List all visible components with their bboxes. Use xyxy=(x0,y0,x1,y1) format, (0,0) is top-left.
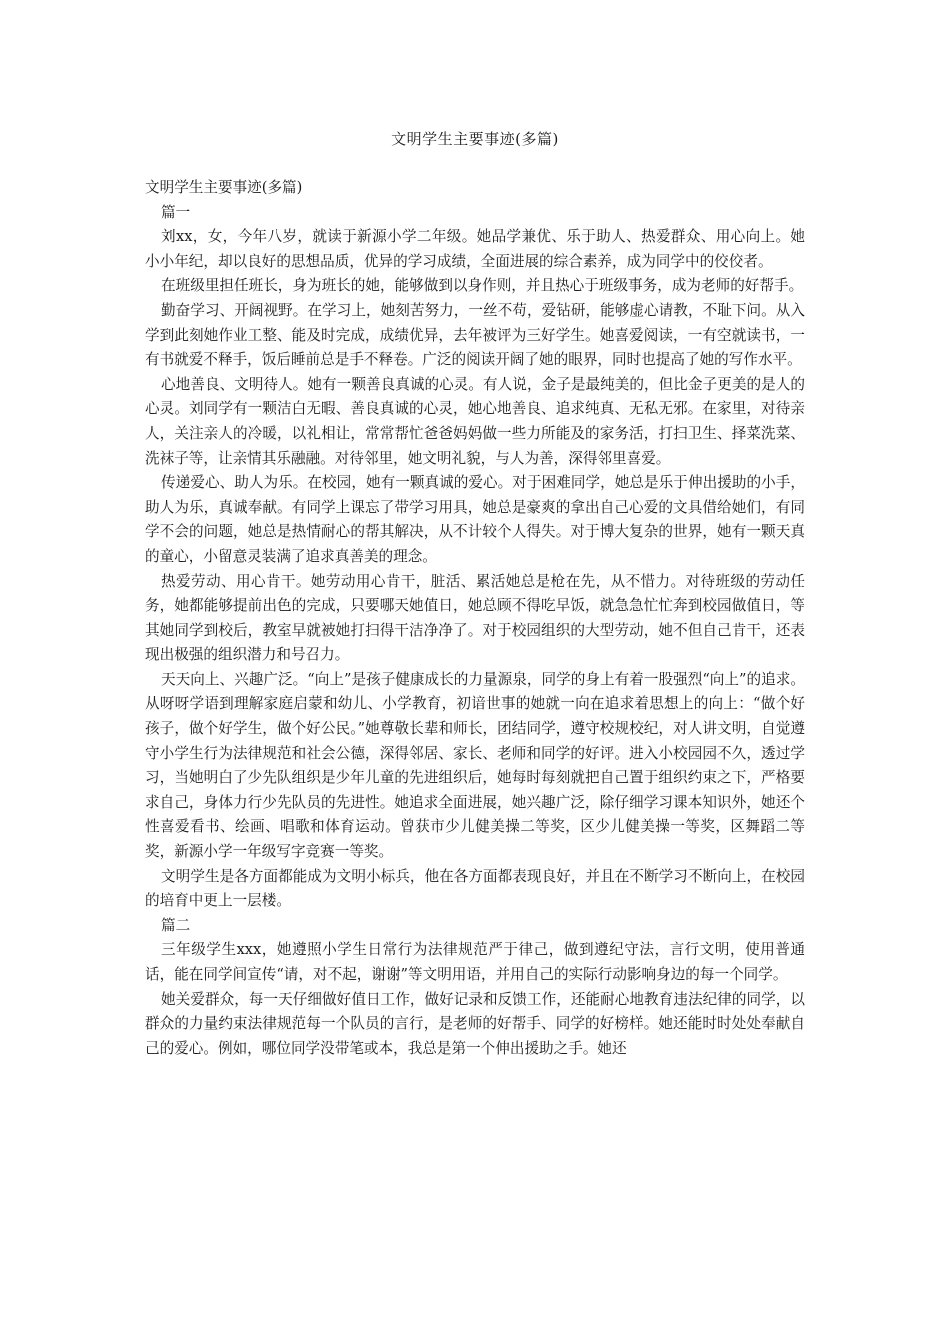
paragraph: 传递爱心、助人为乐。在校园，她有一颗真诚的爱心。对于困难同学，她总是乐于伸出援助的小手，助人为乐，真诚奉献。有同学上课忘了带学习用具，她总是豪爽的拿出自己心爱的文具借给她们，有同学不会的问题，她总是热情耐心的帮其解决，从不计较个人得失。对于博大复杂的世界，她有一颗天真的童心，小留意灵装满了追求真善美的理念。 xyxy=(145,474,805,565)
paragraph: 在班级里担任班长，身为班长的她，能够做到以身作则，并且热心于班级事务，成为老师的好帮手。 xyxy=(161,277,804,295)
paragraph: 三年级学生xxx，她遵照小学生日常行为法律规范严于律己，做到遵纪守法，言行文明，使用普通话，能在同学间宣传“请，对不起，谢谢”等文明用语，并用自己的实际行动影响身边的每一个同学。 xyxy=(145,941,805,983)
paragraph: 天天向上、兴趣广泛。“向上”是孩子健康成长的力量源泉，同学的身上有着一股强烈“向上”的追求。从呀呀学语到理解家庭启蒙和幼儿、小学教育，初谙世事的她就一向在追求着思想上的向上：“做个好孩子，做个好学生，做个好公民。”她尊敬长辈和师长，团结同学，遵守校规校纪，对人讲文明，自觉遵守小学生行为法律规范和社会公德，深得邻居、家长、老师和同学的好评。进入小校园园不久，透过学习，当她明白了少先队组织是少年儿童的先进组织后，她每时每刻就把自己置于组织约束之下，严格要求自己，身体力行少先队员的先进性。她追求全面进展，她兴趣广泛，除仔细学习课本知识外，她还个性喜爱看书、绘画、唱歌和体育运动。曾获市少儿健美操二等奖，区少儿健美操一等奖，区舞蹈二等奖，新源小学一年级写字竞赛一等奖。 xyxy=(145,670,805,861)
paragraph: 心地善良、文明待人。她有一颗善良真诚的心灵。有人说，金子是最纯美的，但比金子更美的是人的心灵。刘同学有一颗洁白无暇、善良真诚的心灵，她心地善良、追求纯真、无私无邪。在家里，对待亲人，关注亲人的冷暖，以礼相让，常常帮忙爸爸妈妈做一些力所能及的家务活，打扫卫生、择菜洗菜、洗袜子等，让亲情其乐融融。对待邻里，她文明礼貌，与人为善，深得邻里喜爱。 xyxy=(145,375,805,467)
paragraph: 热爱劳动、用心肯干。她劳动用心肯干，脏活、累活她总是枪在先，从不惜力。对待班级的劳动任务，她都能够提前出色的完成，只要哪天她值日，她总顾不得吃早饭，就急急忙忙奔到校园做值日，等其她同学到校后，教室早就被她打扫得干洁净净了。对于校园组织的大型劳动，她不但自己肯干，还表现出极强的组织潜力和号召力。 xyxy=(145,572,805,664)
paragraph: 文明学生是各方面都能成为文明小标兵，他在各方面都表现良好，并且在不断学习不断向上，在校园的培育中更上一层楼。 xyxy=(145,867,805,910)
body-heading: 文明学生主要事迹(多篇) xyxy=(145,179,303,196)
paragraph: 刘xx，女，今年八岁，就读于新源小学二年级。她品学兼优、乐于助人、热爱群众、用心向上。她小小年纪，却以良好的思想品质，优异的学习成绩，全面进展的综合素养，成为同学中的佼佼者。 xyxy=(145,228,805,270)
paragraph: 勤奋学习、开阔视野。在学习上，她刻苦努力，一丝不苟，爱钻研，能够虚心请教，不耻下问。从入学到此刻她作业工整、能及时完成，成绩优异，去年被评为三好学生。她喜爱阅读，一有空就读书，一有书就爱不释手，饭后睡前总是手不释卷。广泛的阅读开阔了她的眼界，同时也提高了她的写作水平。 xyxy=(145,301,805,369)
paragraph: 她关爱群众，每一天仔细做好值日工作，做好记录和反馈工作，还能耐心地教育违法纪律的同学，以群众的力量约束法律规范每一个队员的言行，是老师的好帮手、同学的好榜样。她还能时时处处奉献自己的爱心。例如，哪位同学没带笔或本，我总是第一个伸出援助之手。她还 xyxy=(145,990,805,1057)
section-label: 篇一 xyxy=(161,203,191,221)
document-body xyxy=(145,176,805,1061)
document-title: 文明学生主要事迹(多篇) xyxy=(391,130,559,148)
section-label: 篇二 xyxy=(161,916,191,934)
